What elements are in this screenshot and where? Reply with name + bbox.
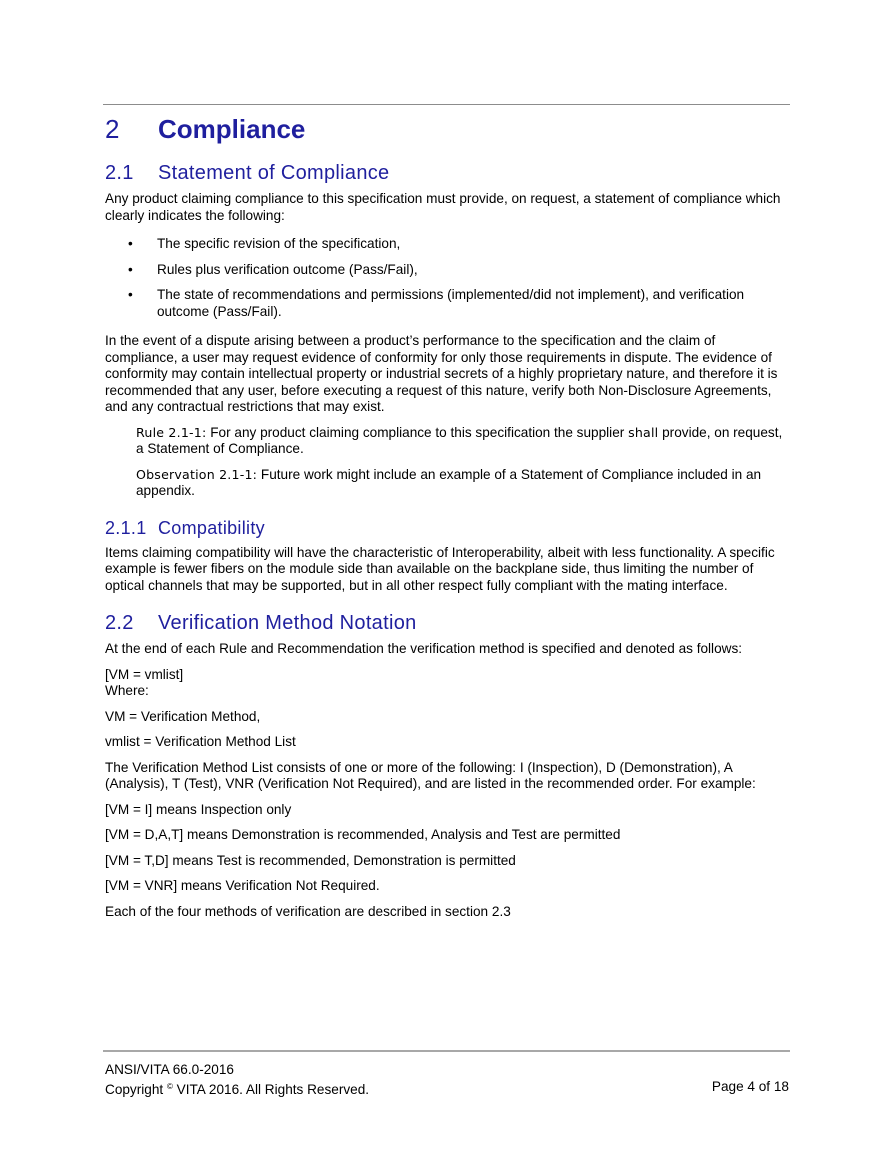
page-content [105, 112, 789, 929]
rule-text-before: For any product claiming compliance to this specification the supplier [206, 424, 629, 440]
bullet-icon: • [128, 287, 133, 302]
rule-keyword: shall [628, 424, 659, 440]
copyright-symbol: © [166, 1081, 173, 1091]
compatibility-paragraph: Items claiming compatibility will have the characteristic of Interoperability, albeit with less functionality. A specific example is fewer fibers on the module side than available on the backplane side, thus limiting the number of optical channels that may be supported, but in all other respect fully compliant with the mating interface. [105, 544, 775, 593]
example-item: [VM = VNR] means Verification Not Required. [105, 878, 380, 893]
section-number: 2.2 [105, 612, 134, 634]
rule-label: Rule 2.1-1: [136, 424, 207, 440]
section-title: Statement of Compliance [158, 162, 390, 184]
copyright-suffix: VITA 2016. All Rights Reserved. [172, 1081, 370, 1097]
observation-label: Observation 2.1-1: [136, 466, 258, 482]
compliance-intro: Any product claiming compliance to this specification must provide, on request, a statement of compliance which clearly indicates the following: [105, 191, 781, 223]
list-item-text: The state of recommendations and permissions (implemented/did not implement), and verification outcome (Pass/Fail). [157, 287, 745, 319]
section-2-heading [105, 112, 789, 146]
notation-intro: At the end of each Rule and Recommendation the verification method is specified and denoted as follows: [105, 641, 743, 656]
notation-where: Where: [105, 683, 149, 698]
example-item: [VM = D,A,T] means Demonstration is recommended, Analysis and Test are permitted [105, 827, 621, 842]
section-title: Verification Method Notation [158, 612, 417, 634]
list-item-text: Rules plus verification outcome (Pass/Fail), [157, 261, 418, 277]
observation-text: Future work might include an example of a Statement of Compliance included in an appendix. [136, 466, 762, 498]
footer-copyright [105, 1079, 369, 1099]
page-footer [105, 1062, 789, 1098]
section-number: 2.1 [105, 162, 134, 184]
section-2-2-heading [105, 610, 789, 636]
page-number: Page 4 of 18 [711, 1078, 789, 1094]
vm-definition: VM = Verification Method, [105, 708, 261, 724]
list-item [105, 262, 789, 279]
rule-2-1-1 [136, 425, 789, 458]
dispute-paragraph: In the event of a dispute arising between a product’s performance to the specification and the claim of compliance, a user may request evidence of conformity for only those requirements in dispute. The evidence of conformity may contain intellectual property or industrial secrets of a highly proprietary nature, and therefore it is recommended that any user, before executing a request of this nature, verify both Non-Disclosure Agreements, and any contractual restrictions that may exist. [105, 333, 778, 414]
list-item-text: The specific revision of the specification, [157, 236, 401, 251]
rule-text-after: provide, on request, a Statement of Compliance. [136, 424, 783, 456]
example-item: [VM = T,D] means Test is recommended, Demonstration is permitted [105, 852, 516, 868]
footer-standard: ANSI/VITA 66.0-2016 [105, 1062, 234, 1077]
section-title: Compatibility [158, 517, 265, 538]
section-title: Compliance [158, 114, 306, 144]
header-divider [103, 104, 790, 105]
copyright-prefix: Copyright [105, 1081, 167, 1097]
list-item [105, 236, 789, 253]
section-number: 2 [105, 114, 120, 144]
compliance-bullet-list [105, 236, 789, 320]
observation-2-1-1 [136, 467, 789, 500]
section-2-1-1-heading [105, 516, 789, 540]
vmlist-definition: vmlist = Verification Method List [105, 734, 296, 749]
method-list-description: The Verification Method List consists of one or more of the following: I (Inspection), D (Demonstration), A (Analysis), T (Test), VNR (Verification Not Required), and are listed in the recommended order. For example: [105, 759, 756, 791]
section-2-1-heading [105, 160, 789, 186]
notation-syntax: [VM = vmlist] [105, 666, 184, 682]
bullet-icon: • [128, 261, 133, 277]
bullet-icon: • [128, 236, 133, 251]
example-item: [VM = I] means Inspection only [105, 801, 292, 817]
closing-sentence: Each of the four methods of verification are described in section 2.3 [105, 903, 511, 919]
footer-divider [103, 1050, 790, 1052]
footer-row [105, 1079, 789, 1099]
list-item [105, 287, 789, 320]
section-number: 2.1.1 [105, 517, 147, 538]
